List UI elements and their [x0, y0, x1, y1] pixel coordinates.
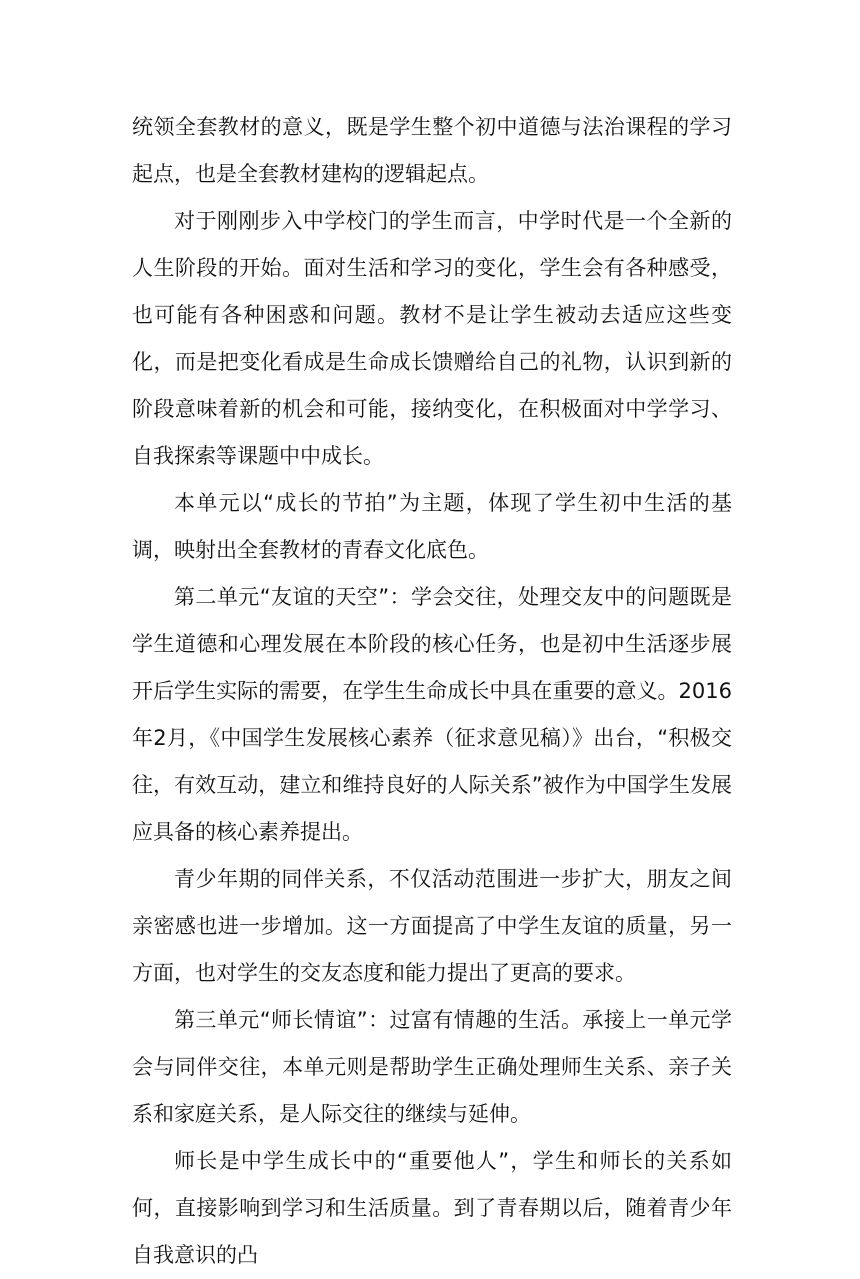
paragraph-6: 第三单元“师长情谊”：过富有情趣的生活。承接上一单元学会与同伴交往，本单元则是帮助学生正确处理师生关系、亲子关系和家庭关系，是人际交往的继续与延伸。 — [132, 1008, 732, 1126]
paragraph-3: 本单元以“成长的节拍”为主题，体现了学生初中生活的基调，映射出全套教材的青春文化底色。 — [132, 491, 732, 562]
paragraph-5: 青少年期的同伴关系，不仅活动范围进一步扩大，朋友之间亲密感也进一步增加。这一方面提高了中学生友谊的质量，另一方面，也对学生的交友态度和能力提出了更高的要求。 — [132, 867, 732, 985]
paragraph-4: 第二单元“友谊的天空”：学会交往，处理交友中的问题既是学生道德和心理发展在本阶段的核心任务，也是初中生活逐步展开后学生实际的需要，在学生生命成长中具在重要的意义。2016年2月，《中国学生发展核心素养（征求意见稿）》出台，“积极交往，有效互动，建立和维持良好的人际关系”被作为中国学生发展应具备的核心素养提出。 — [132, 585, 732, 844]
paragraph-1: 统领全套教材的意义，既是学生整个初中道德与法治课程的学习起点，也是全套教材建构的逻辑起点。 — [132, 115, 732, 186]
paragraph-7: 师长是中学生成长中的“重要他人”，学生和师长的关系如何，直接影响到学习和生活质量。到了青春期以后，随着青少年自我意识的凸 — [132, 1149, 732, 1267]
paragraph-2: 对于刚刚步入中学校门的学生而言，中学时代是一个全新的人生阶段的开始。面对生活和学习的变化，学生会有各种感受，也可能有各种困惑和问题。教材不是让学生被动去适应这些变化，而是把变化看成是生命成长馈赠给自己的礼物，认识到新的阶段意味着新的机会和可能，接纳变化，在积极面对中学学习、自我探索等课题中中成长。 — [132, 209, 732, 468]
body-text — [132, 104, 732, 1279]
